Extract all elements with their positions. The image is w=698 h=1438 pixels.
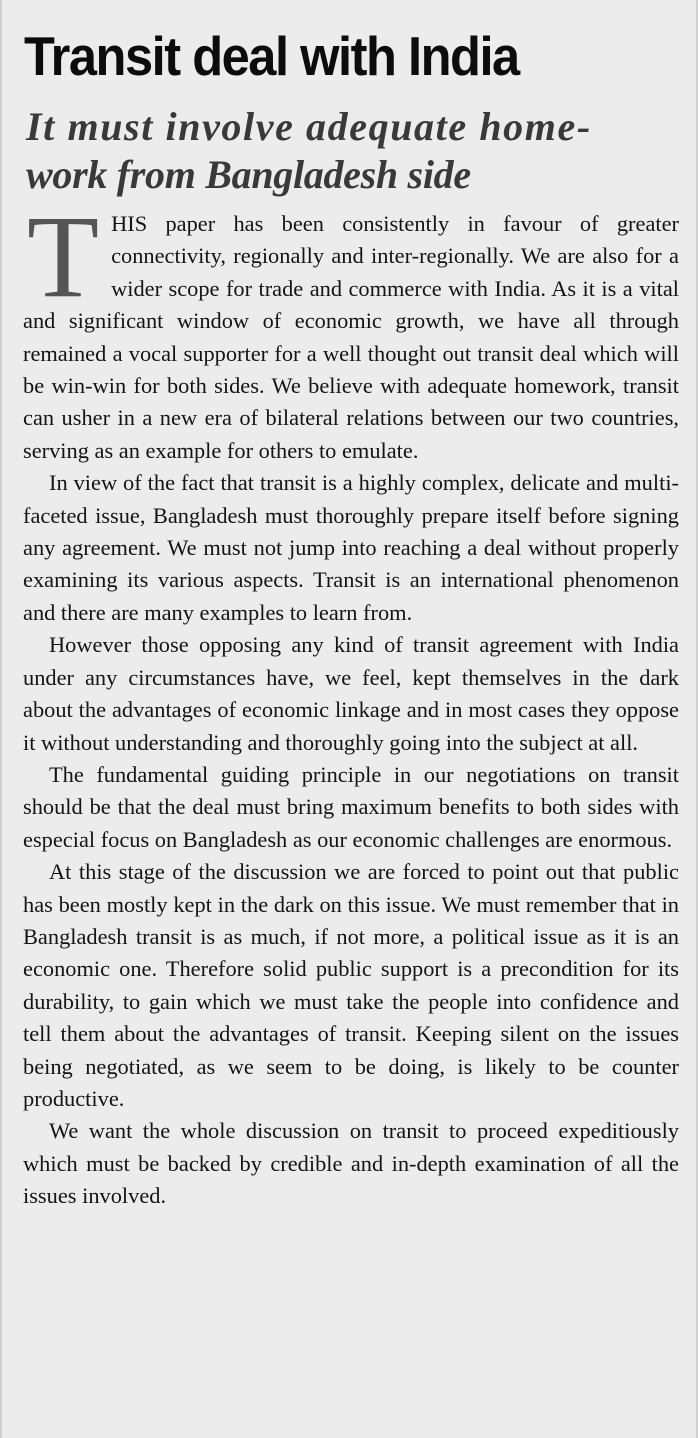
article-body xyxy=(23,191,679,1213)
paragraph-1 xyxy=(23,191,679,467)
paragraph-4: The fundamental guiding principle in our negotiations on transit should be that the deal must bring maximum benefits to both sides with especial focus on Bangladesh as our economic challenges are enormous. xyxy=(23,761,679,852)
subheadline-line-2: work from Bangladesh side xyxy=(26,152,471,197)
subheadline xyxy=(26,103,686,199)
drop-cap: T xyxy=(27,191,100,322)
paragraph-2: In view of the fact that transit is a highly complex, delicate and multi-faceted issue, Bangladesh must thoroughly prepare itself before signing any agreement. We must not jump into reaching a deal without properly examining its various aspects. Transit is an international phenomenon and there are many examples to learn from. xyxy=(23,470,679,625)
paragraph-3: However those opposing any kind of transit agreement with India under any circumstances have, we feel, kept themselves in the dark about the advantages of economic linkage and in most cases they oppose it without understanding and thoroughly going into the subject at all. xyxy=(23,632,679,755)
paragraph-1-text: HIS paper has been consistently in favour of greater connectivity, regionally and inter-regionally. We are also for a wider scope for trade and commerce with India. As it is a vital and significant window of economic growth, we have all through remained a vocal supporter for a well thought out transit deal which will be win-win for both sides. We believe with adequate homework, transit can usher in a new era of bilateral relations between our two countries, serving as an example for others to emulate. xyxy=(23,211,679,463)
headline: Transit deal with India xyxy=(24,25,519,87)
paragraph-5: At this stage of the discussion we are forced to point out that public has been mostly kept in the dark on this issue. We must remember that in Bangladesh transit is as much, if not more, a political issue as it is an economic one. Therefore solid public support is a precondition for its durability, to gain which we must take the people into confidence and tell them about the advantages of transit. Keeping silent on the issues being negotiated, as we seem to be doing, is likely to be counter productive. xyxy=(23,859,679,1111)
paragraph-6: We want the whole discussion on transit to proceed expeditiously which must be backed by credible and in-depth examination of all the issues involved. xyxy=(23,1118,679,1209)
subheadline-line-1: It must involve adequate home- xyxy=(26,104,592,149)
